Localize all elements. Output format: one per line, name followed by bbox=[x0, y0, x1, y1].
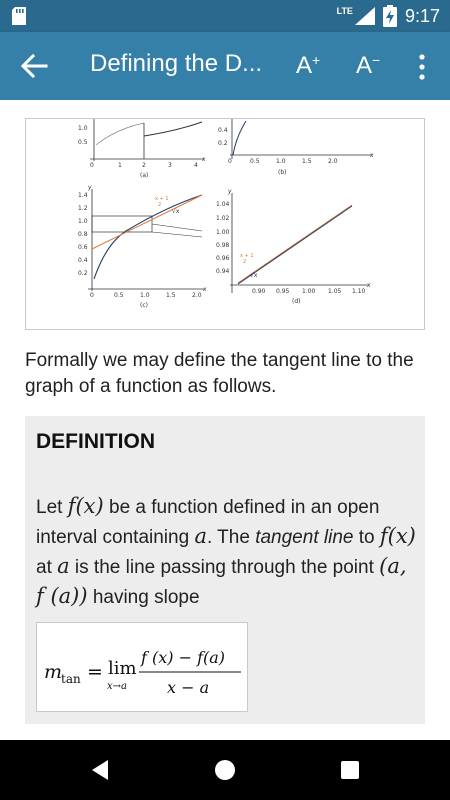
signal-icon bbox=[355, 7, 375, 25]
panel-c bbox=[78, 184, 207, 309]
b-xtick-1: 0.5 bbox=[250, 158, 260, 165]
status-bar bbox=[0, 0, 450, 32]
b-ytick-1: 0.2 bbox=[218, 140, 228, 147]
def-t2: be a function defined in an open interval containing bbox=[36, 497, 380, 548]
formula-denominator: x − a bbox=[167, 678, 210, 697]
d-ytick-5: 0.94 bbox=[216, 268, 230, 275]
increase-font-sign: + bbox=[312, 52, 321, 68]
clock: 9:17 bbox=[404, 5, 440, 26]
c-ytick-3: 0.8 bbox=[78, 231, 88, 238]
a-xtick-3: 3 bbox=[168, 162, 172, 169]
figure-svg bbox=[26, 119, 426, 331]
b-xlabel: x bbox=[370, 152, 374, 159]
a-xlabel: x bbox=[202, 156, 206, 163]
c-xtick-0: 0 bbox=[90, 292, 94, 299]
formula-m: m bbox=[44, 661, 63, 683]
def-fx2: f(x) bbox=[379, 524, 416, 548]
c-ytick-2: 1.0 bbox=[78, 218, 88, 225]
formula-svg bbox=[37, 623, 249, 713]
d-ytick-3: 0.98 bbox=[216, 242, 230, 249]
d-ytick-2: 1.00 bbox=[216, 229, 230, 236]
panel-a bbox=[78, 119, 206, 179]
def-tangent-term: tangent line bbox=[255, 527, 354, 548]
d-xtick-1: 0.95 bbox=[276, 288, 290, 295]
decrease-font-letter: A bbox=[356, 52, 373, 79]
page-title: Defining the D... bbox=[90, 50, 263, 77]
c-ytick-4: 0.6 bbox=[78, 244, 88, 251]
slope-formula bbox=[36, 622, 248, 712]
def-a2: a bbox=[57, 554, 70, 578]
formula-limsub: x→a bbox=[107, 681, 127, 692]
c-tangent-den: 2 bbox=[158, 202, 162, 208]
a-ytick-1: 0.5 bbox=[78, 139, 88, 146]
b-xtick-0: 0 bbox=[228, 158, 232, 165]
more-options-icon[interactable] bbox=[414, 54, 430, 80]
c-curve-label: √x bbox=[172, 208, 180, 215]
decrease-font-sign: − bbox=[372, 52, 381, 68]
def-t3: . The bbox=[206, 527, 256, 548]
formula-lim: lim bbox=[108, 658, 137, 679]
a-caption: (a) bbox=[140, 172, 149, 179]
d-xtick-0: 0.90 bbox=[252, 288, 266, 295]
def-point: (a, f (a)) bbox=[36, 554, 407, 608]
b-xtick-2: 1.0 bbox=[276, 158, 286, 165]
decrease-font-button[interactable] bbox=[356, 52, 380, 80]
c-xtick-3: 1.5 bbox=[166, 292, 176, 299]
nav-back-icon[interactable] bbox=[88, 758, 112, 782]
b-xtick-4: 2.0 bbox=[328, 158, 338, 165]
intro-paragraph: Formally we may define the tangent line to the graph of a function as follows. bbox=[25, 350, 414, 397]
definition-heading: DEFINITION bbox=[36, 430, 155, 453]
c-ytick-0: 1.4 bbox=[78, 192, 88, 199]
panel-d bbox=[216, 188, 371, 305]
d-ytick-1: 1.02 bbox=[216, 215, 230, 222]
a-xtick-0: 0 bbox=[90, 162, 94, 169]
c-ytick-1: 1.2 bbox=[78, 205, 88, 212]
c-caption: (c) bbox=[140, 302, 148, 309]
increase-font-button[interactable] bbox=[296, 52, 320, 80]
formula-numerator: f (x) − f(a) bbox=[141, 648, 226, 667]
panel-b bbox=[218, 119, 374, 176]
formula-sub: tan bbox=[61, 672, 81, 686]
d-xtick-4: 1.10 bbox=[352, 288, 366, 295]
c-ytick-5: 0.4 bbox=[78, 257, 88, 264]
increase-font-letter: A bbox=[296, 52, 313, 79]
d-tangent-num: x + 1 bbox=[240, 253, 254, 259]
sd-card-icon bbox=[12, 7, 26, 25]
formula-eq: = bbox=[87, 661, 103, 683]
back-arrow-icon[interactable] bbox=[20, 52, 48, 80]
def-t5: at bbox=[36, 557, 58, 578]
c-xtick-4: 2.0 bbox=[192, 292, 202, 299]
battery-charging-icon bbox=[383, 5, 397, 27]
def-t6: is the line passing through the point bbox=[69, 557, 380, 578]
d-xtick-3: 1.05 bbox=[328, 288, 342, 295]
d-xtick-2: 1.00 bbox=[302, 288, 316, 295]
c-xlabel: x bbox=[203, 286, 207, 293]
b-ytick-0: 0.4 bbox=[218, 127, 228, 134]
app-bar bbox=[0, 32, 450, 100]
content-scroll[interactable] bbox=[0, 100, 450, 740]
definition-box bbox=[25, 416, 425, 724]
d-curve-label: √x bbox=[250, 272, 258, 279]
d-xlabel: x bbox=[367, 282, 371, 289]
d-caption: (d) bbox=[292, 298, 301, 305]
tangent-figure bbox=[25, 118, 425, 330]
c-xtick-1: 0.5 bbox=[114, 292, 124, 299]
c-ylabel: y bbox=[88, 184, 92, 191]
c-xtick-2: 1.0 bbox=[140, 292, 150, 299]
a-xtick-1: 1 bbox=[118, 162, 122, 169]
nav-home-icon[interactable] bbox=[213, 758, 237, 782]
nav-bar bbox=[0, 740, 450, 800]
d-ytick-0: 1.04 bbox=[216, 201, 230, 208]
a-ytick-0: 1.0 bbox=[78, 125, 88, 132]
d-tangent-den: 2 bbox=[243, 259, 247, 265]
c-ytick-6: 0.2 bbox=[78, 270, 88, 277]
a-xtick-4: 4 bbox=[194, 162, 198, 169]
a-xtick-2: 2 bbox=[142, 162, 146, 169]
d-ytick-4: 0.96 bbox=[216, 255, 230, 262]
def-t4: to bbox=[353, 527, 380, 548]
def-t1: Let bbox=[36, 497, 68, 518]
b-caption: (b) bbox=[278, 169, 287, 176]
d-ylabel: y bbox=[228, 188, 232, 195]
def-t7: having slope bbox=[87, 587, 200, 608]
def-a1: a bbox=[194, 524, 207, 548]
b-xtick-3: 1.5 bbox=[302, 158, 312, 165]
network-type: LTE bbox=[336, 6, 353, 16]
nav-recents-icon[interactable] bbox=[338, 758, 362, 782]
definition-text bbox=[36, 492, 416, 612]
c-tangent-num: x + 1 bbox=[155, 196, 169, 202]
def-fx: f(x) bbox=[67, 494, 104, 518]
